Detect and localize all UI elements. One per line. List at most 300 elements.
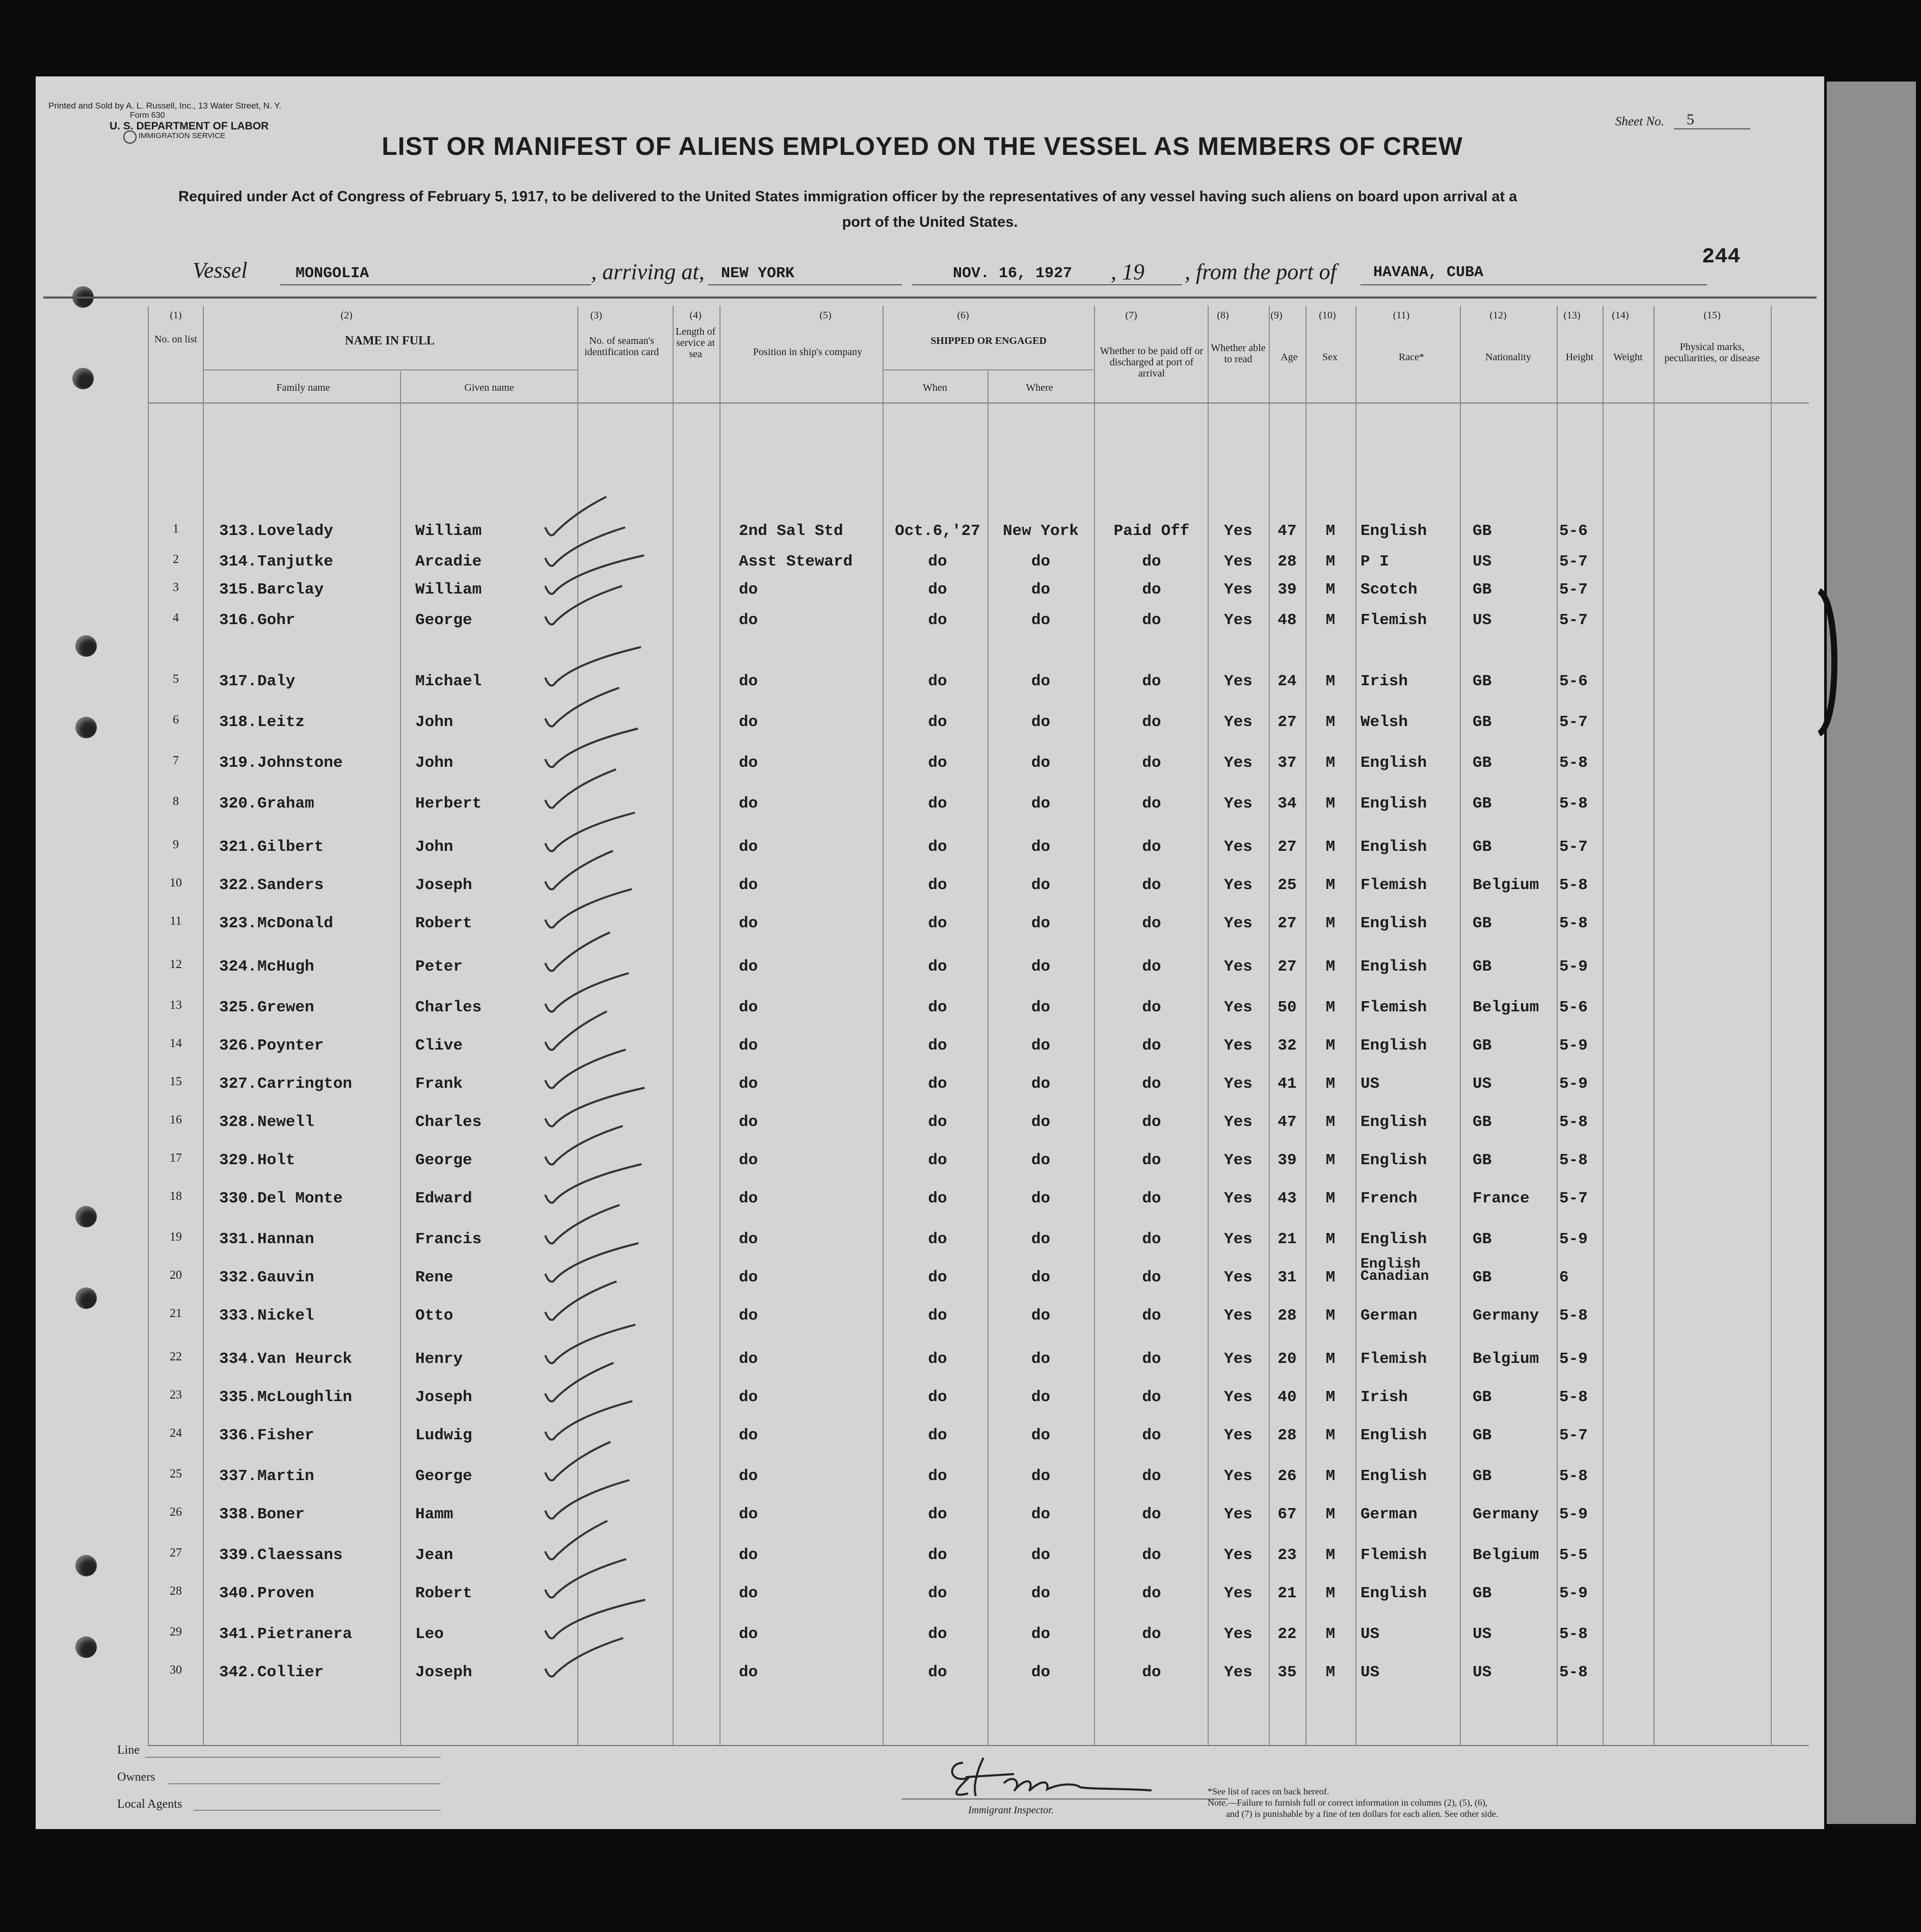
scanner-background-strip	[1827, 82, 1916, 1824]
cell-nat: US	[1473, 1625, 1492, 1643]
cell-paid: do	[1142, 581, 1161, 599]
cell-id: 324.	[219, 958, 257, 976]
cell-age: 32	[1277, 1037, 1297, 1055]
cell-height: 5-9	[1559, 1585, 1588, 1602]
cell-id: 319.	[219, 754, 257, 772]
cell-when: do	[928, 1075, 947, 1093]
cell-where: do	[1031, 1350, 1051, 1368]
cell-n: 16	[170, 1113, 182, 1126]
cell-height: 5-6	[1559, 999, 1588, 1016]
cell-position: 2nd Sal Std	[739, 522, 843, 540]
cell-position: do	[739, 1350, 758, 1368]
cell-sex: M	[1325, 958, 1336, 976]
cell-family: Tanjutke	[257, 553, 333, 571]
cell-read: Yes	[1224, 1269, 1252, 1286]
cell-given: Robert	[415, 915, 472, 932]
cell-family: Holt	[257, 1151, 296, 1169]
cell-height: 5-9	[1559, 958, 1588, 976]
col-number: (1)	[170, 310, 182, 321]
cell-given: Clive	[415, 1037, 463, 1055]
cell-paid: do	[1142, 1269, 1161, 1286]
check-mark	[545, 813, 635, 851]
cell-given: Francis	[415, 1230, 482, 1248]
subtitle-line-1: Required under Act of Congress of February 5, 1917, to be delivered to the United States immigration officer by the representatives of any vessel having such aliens on board upon arrival at a	[178, 189, 1517, 205]
cell-family: Van Heurck	[257, 1350, 353, 1368]
cell-given: Jean	[415, 1546, 453, 1564]
cell-age: 50	[1277, 999, 1297, 1016]
header-age: Age	[1280, 352, 1298, 363]
cell-paid: do	[1142, 876, 1161, 894]
form-number: Form 630	[130, 111, 165, 120]
cell-position: do	[739, 611, 758, 629]
page-number: 244	[1702, 245, 1741, 269]
header-able-read: Whether able to read	[1211, 342, 1266, 365]
cell-position: do	[739, 795, 758, 813]
cell-where: do	[1031, 1230, 1051, 1248]
cell-nat: GB	[1473, 958, 1492, 976]
cell-where: do	[1031, 1269, 1051, 1286]
cell-age: 27	[1277, 915, 1297, 932]
header-name-in-full: NAME IN FULL	[344, 334, 435, 347]
cell-id: 341.	[219, 1625, 257, 1643]
cell-family: Gilbert	[257, 838, 324, 856]
header-position: Position in ship's company	[753, 346, 863, 358]
cell-read: Yes	[1224, 1307, 1252, 1325]
cell-given: Edward	[415, 1190, 472, 1208]
cell-paid: do	[1142, 1546, 1161, 1564]
cell-family: McLoughlin	[257, 1388, 353, 1406]
cell-nat: GB	[1473, 1427, 1492, 1444]
cell-age: 26	[1277, 1467, 1297, 1485]
cell-n: 6	[173, 713, 179, 727]
cell-race: English	[1360, 1585, 1427, 1602]
check-mark	[545, 1011, 607, 1050]
cell-height: 5-8	[1559, 876, 1588, 894]
cell-height: 5-7	[1559, 611, 1588, 629]
cell-race: Flemish	[1360, 1546, 1427, 1564]
cell-position: do	[739, 876, 758, 894]
cell-read: Yes	[1224, 1113, 1252, 1131]
cell-read: Yes	[1224, 1585, 1252, 1602]
cell-age: 39	[1277, 1151, 1297, 1169]
cell-id: 318.	[219, 713, 257, 731]
inspector-signature	[927, 1742, 1213, 1804]
arrival-port: NEW YORK	[721, 265, 795, 282]
cell-position: do	[739, 1427, 758, 1444]
cell-height: 5-8	[1559, 1151, 1588, 1169]
cell-where: do	[1031, 1427, 1051, 1444]
cell-age: 20	[1277, 1350, 1297, 1368]
cell-paid: do	[1142, 1585, 1161, 1602]
cell-height: 5-8	[1559, 1388, 1588, 1406]
cell-position: do	[739, 1151, 758, 1169]
cell-paid: do	[1142, 1388, 1161, 1406]
cell-nat: GB	[1473, 754, 1492, 772]
cell-when: do	[928, 876, 947, 894]
check-mark	[545, 1363, 613, 1402]
year-label: , 19	[1111, 259, 1144, 284]
cell-position: do	[739, 838, 758, 856]
cell-sex: M	[1325, 1467, 1336, 1485]
cell-family: Fisher	[257, 1427, 314, 1444]
cell-read: Yes	[1224, 1037, 1252, 1055]
header-length-service: Length of service at sea	[675, 326, 716, 360]
cell-where: do	[1031, 915, 1051, 932]
cell-nat: GB	[1473, 1151, 1492, 1169]
cell-race: Irish	[1360, 1388, 1408, 1406]
cell-sex: M	[1325, 1037, 1336, 1055]
cell-when: do	[928, 795, 947, 813]
cell-paid: do	[1142, 713, 1161, 731]
cell-position: do	[739, 999, 758, 1016]
cell-id: 330.	[219, 1190, 257, 1208]
cell-race: English	[1360, 915, 1427, 932]
header-no-on-list: No. on list	[154, 334, 197, 345]
cell-where: do	[1031, 1625, 1051, 1643]
cell-read: Yes	[1224, 713, 1252, 731]
cell-id: 339.	[219, 1546, 257, 1564]
cell-family: Sanders	[257, 876, 324, 894]
cell-n: 27	[170, 1546, 182, 1560]
cell-nat: GB	[1473, 581, 1492, 599]
cell-height: 5-8	[1559, 1113, 1588, 1131]
cell-read: Yes	[1224, 754, 1252, 772]
cell-sex: M	[1325, 1113, 1336, 1131]
cell-read: Yes	[1224, 581, 1252, 599]
col-number: (9)	[1270, 310, 1283, 321]
cell-position: do	[739, 1546, 758, 1564]
cell-read: Yes	[1224, 1190, 1252, 1208]
check-mark	[545, 1442, 610, 1481]
cell-read: Yes	[1224, 1506, 1252, 1523]
check-mark	[545, 1088, 645, 1126]
cell-when: do	[928, 581, 947, 599]
col-number: (2)	[340, 310, 353, 321]
cell-age: 21	[1277, 1585, 1297, 1602]
cell-family: Lovelady	[257, 522, 333, 540]
cell-race: US	[1360, 1663, 1380, 1681]
cell-height: 5-8	[1559, 1663, 1588, 1681]
cell-given: George	[415, 611, 472, 629]
cell-height: 5-7	[1559, 1190, 1588, 1208]
cell-race: English	[1360, 1151, 1427, 1169]
cell-age: 21	[1277, 1230, 1297, 1248]
col-number: (11)	[1393, 310, 1410, 321]
cell-id: 325.	[219, 999, 257, 1016]
cell-sex: M	[1325, 1151, 1336, 1169]
check-mark	[545, 851, 613, 890]
cell-paid: do	[1142, 673, 1161, 690]
col-number: (4)	[689, 310, 702, 321]
cell-read: Yes	[1224, 522, 1252, 540]
cell-where: do	[1031, 1663, 1051, 1681]
cell-given: Henry	[415, 1350, 463, 1368]
cell-position: do	[739, 1307, 758, 1325]
cell-race: English	[1360, 838, 1427, 856]
cell-n: 30	[170, 1663, 182, 1677]
cell-position: do	[739, 958, 758, 976]
header-nationality: Nationality	[1485, 352, 1531, 363]
cell-given: Otto	[415, 1307, 453, 1325]
cell-position: do	[739, 1467, 758, 1485]
cell-id: 327.	[219, 1075, 257, 1093]
cell-height: 5-7	[1559, 713, 1588, 731]
cell-paid: do	[1142, 1625, 1161, 1643]
cell-age: 47	[1277, 522, 1297, 540]
cell-where: do	[1031, 795, 1051, 813]
cell-age: 37	[1277, 754, 1297, 772]
cell-race: US	[1360, 1075, 1380, 1093]
edge-bracket-mark	[1814, 586, 1845, 739]
cell-height: 5-7	[1559, 838, 1588, 856]
cell-race: US	[1360, 1625, 1380, 1643]
cell-paid: do	[1142, 1467, 1161, 1485]
cell-sex: M	[1325, 673, 1336, 690]
cell-id: 317.	[219, 673, 257, 690]
page-title: LIST OR MANIFEST OF ALIENS EMPLOYED ON THE VESSEL AS MEMBERS OF CREW	[382, 132, 1463, 160]
cell-given: Ludwig	[415, 1427, 472, 1444]
cell-nat: Belgium	[1473, 1546, 1539, 1564]
cell-sex: M	[1325, 1546, 1336, 1564]
cell-read: Yes	[1224, 1427, 1252, 1444]
cell-family: Grewen	[257, 999, 314, 1016]
cell-paid: do	[1142, 795, 1161, 813]
check-mark	[545, 1243, 638, 1282]
cell-when: do	[928, 553, 947, 571]
cell-position: do	[739, 1663, 758, 1681]
cell-age: 39	[1277, 581, 1297, 599]
cell-sex: M	[1325, 838, 1336, 856]
cell-age: 40	[1277, 1388, 1297, 1406]
cell-sex: M	[1325, 754, 1336, 772]
cell-id: 333.	[219, 1307, 257, 1325]
cell-family: Graham	[257, 795, 314, 813]
cell-height: 5-8	[1559, 915, 1588, 932]
header-race: Race*	[1399, 352, 1424, 363]
cell-when: do	[928, 1427, 947, 1444]
cell-race: Flemish	[1360, 999, 1427, 1016]
check-mark	[545, 1126, 623, 1165]
cell-position: do	[739, 1190, 758, 1208]
cell-position: do	[739, 1075, 758, 1093]
cell-nat: US	[1473, 553, 1492, 571]
cell-paid: do	[1142, 1506, 1161, 1523]
cell-paid: do	[1142, 1663, 1161, 1681]
cell-n: 4	[173, 611, 179, 625]
cell-when: do	[928, 838, 947, 856]
cell-race: English	[1360, 1113, 1427, 1131]
cell-sex: M	[1325, 999, 1336, 1016]
cell-position: do	[739, 1388, 758, 1406]
cell-paid: do	[1142, 1151, 1161, 1169]
cell-height: 5-6	[1559, 673, 1588, 690]
cell-read: Yes	[1224, 1546, 1252, 1564]
cell-id: 321.	[219, 838, 257, 856]
cell-nat: Germany	[1473, 1506, 1539, 1523]
cell-n: 23	[170, 1388, 182, 1402]
cell-height: 6	[1559, 1269, 1569, 1286]
cell-when: do	[928, 1113, 947, 1131]
cell-family: Daly	[257, 673, 296, 690]
cell-paid: do	[1142, 553, 1161, 571]
cell-age: 28	[1277, 1427, 1297, 1444]
cell-n: 21	[170, 1307, 182, 1320]
cell-n: 3	[173, 581, 179, 594]
cell-age: 24	[1277, 673, 1297, 690]
cell-height: 5-9	[1559, 1230, 1588, 1248]
cell-age: 23	[1277, 1546, 1297, 1564]
cell-id: 328.	[219, 1113, 257, 1131]
cell-nat: GB	[1473, 1585, 1492, 1602]
cell-race: English	[1360, 795, 1427, 813]
cell-when: do	[928, 958, 947, 976]
cell-race: German	[1360, 1307, 1418, 1325]
header-where: Where	[1026, 382, 1053, 393]
cell-height: 5-7	[1559, 1427, 1588, 1444]
cell-sex: M	[1325, 611, 1336, 629]
cell-n: 10	[170, 876, 182, 890]
cell-id: 332.	[219, 1269, 257, 1286]
cell-sex: M	[1325, 1388, 1336, 1406]
cell-family: Johnstone	[257, 754, 343, 772]
cell-when: do	[928, 1190, 947, 1208]
cell-position: do	[739, 1269, 758, 1286]
cell-age: 41	[1277, 1075, 1297, 1093]
printer-imprint: Printed and Sold by A. L. Russell, Inc., 13 Water Street, N. Y.	[48, 101, 282, 111]
cell-age: 27	[1277, 958, 1297, 976]
race-note: *See list of races on back hereof.	[1208, 1786, 1329, 1796]
cell-sex: M	[1325, 1075, 1336, 1093]
cell-where: do	[1031, 713, 1051, 731]
cell-race: P I	[1360, 553, 1389, 571]
cell-paid: Paid Off	[1113, 522, 1190, 540]
cell-when: do	[928, 754, 947, 772]
cell-nat: GB	[1473, 673, 1492, 690]
cell-age: 67	[1277, 1506, 1297, 1523]
col-number: (8)	[1217, 310, 1229, 321]
cell-n: 26	[170, 1506, 182, 1519]
check-mark	[545, 688, 619, 727]
cell-age: 35	[1277, 1663, 1297, 1681]
cell-family: McDonald	[257, 915, 333, 932]
header-paid-off: Whether to be paid off or discharged at port of arrival	[1100, 345, 1204, 379]
service-name: IMMIGRATION SERVICE	[139, 131, 226, 140]
cell-sex: M	[1325, 713, 1336, 731]
cell-family: Newell	[257, 1113, 314, 1131]
cell-n: 24	[170, 1427, 182, 1440]
inspector-signature-line	[902, 1799, 1228, 1800]
cell-sex: M	[1325, 1350, 1336, 1368]
cell-given: Frank	[415, 1075, 463, 1093]
cell-nat: GB	[1473, 1388, 1492, 1406]
cell-nat: Belgium	[1473, 999, 1539, 1016]
inspector-label: Immigrant Inspector.	[968, 1805, 1054, 1816]
arriving-label: , arriving at,	[591, 259, 705, 284]
cell-height: 5-8	[1559, 795, 1588, 813]
cell-id: 336.	[219, 1427, 257, 1444]
cell-when: Oct.6,'27	[895, 522, 980, 540]
cell-family: Claessans	[257, 1546, 343, 1564]
cell-read: Yes	[1224, 1350, 1252, 1368]
cell-read: Yes	[1224, 999, 1252, 1016]
cell-n: 17	[170, 1151, 182, 1165]
cell-nat: Belgium	[1473, 876, 1539, 894]
cell-read: Yes	[1224, 876, 1252, 894]
cell-read: Yes	[1224, 795, 1252, 813]
cell-nat: US	[1473, 611, 1492, 629]
cell-given: George	[415, 1151, 472, 1169]
col-number: (5)	[819, 310, 832, 321]
cell-race: Irish	[1360, 673, 1408, 690]
header-when: When	[923, 382, 947, 393]
cell-family: Boner	[257, 1506, 305, 1523]
cell-height: 5-9	[1559, 1350, 1588, 1368]
cell-n: 14	[170, 1037, 182, 1050]
col-number: (12)	[1489, 310, 1507, 321]
check-mark	[545, 1521, 607, 1560]
cell-race: Flemish	[1360, 611, 1427, 629]
cell-id: 340.	[219, 1585, 257, 1602]
cell-position: do	[739, 673, 758, 690]
cell-when: do	[928, 1307, 947, 1325]
cell-when: do	[928, 1037, 947, 1055]
cell-when: do	[928, 1546, 947, 1564]
cell-where: do	[1031, 1467, 1051, 1485]
vessel-label: Vessel	[193, 258, 248, 283]
sheet-number: 5	[1687, 111, 1694, 128]
cell-n: 7	[173, 754, 179, 767]
cell-id: 335.	[219, 1388, 257, 1406]
arrival-date: NOV. 16, 1927	[953, 265, 1073, 282]
check-mark	[545, 973, 629, 1012]
cell-family: Hannan	[257, 1230, 314, 1248]
cell-n: 8	[173, 795, 179, 808]
cell-where: do	[1031, 673, 1051, 690]
cell-when: do	[928, 611, 947, 629]
cell-position: do	[739, 1230, 758, 1248]
cell-nat: Belgium	[1473, 1350, 1539, 1368]
check-mark	[545, 1281, 617, 1320]
cell-where: do	[1031, 1190, 1051, 1208]
cell-where: do	[1031, 958, 1051, 976]
cell-height: 5-9	[1559, 1075, 1588, 1093]
local-agents-label: Local Agents	[117, 1797, 182, 1811]
cell-given: Robert	[415, 1585, 472, 1602]
cell-where: do	[1031, 838, 1051, 856]
cell-given: Joseph	[415, 1663, 472, 1681]
cell-age: 47	[1277, 1113, 1297, 1131]
cell-where: do	[1031, 553, 1051, 571]
check-mark	[545, 1480, 629, 1519]
cell-position: do	[739, 1113, 758, 1131]
cell-n: 20	[170, 1269, 182, 1282]
line-underline	[145, 1757, 441, 1758]
cell-given: Joseph	[415, 1388, 472, 1406]
check-mark	[545, 1164, 642, 1203]
sheet-label: Sheet No.	[1615, 115, 1664, 128]
cell-when: do	[928, 1663, 947, 1681]
cell-read: Yes	[1224, 611, 1252, 629]
cell-height: 5-6	[1559, 522, 1588, 540]
vessel-name: MONGOLIA	[296, 265, 369, 282]
cell-where: do	[1031, 876, 1051, 894]
col-number: (6)	[957, 310, 969, 321]
cell-nat: GB	[1473, 795, 1492, 813]
cell-n: 2	[173, 553, 179, 566]
cell-where: do	[1031, 1506, 1051, 1523]
cell-read: Yes	[1224, 838, 1252, 856]
cell-paid: do	[1142, 999, 1161, 1016]
